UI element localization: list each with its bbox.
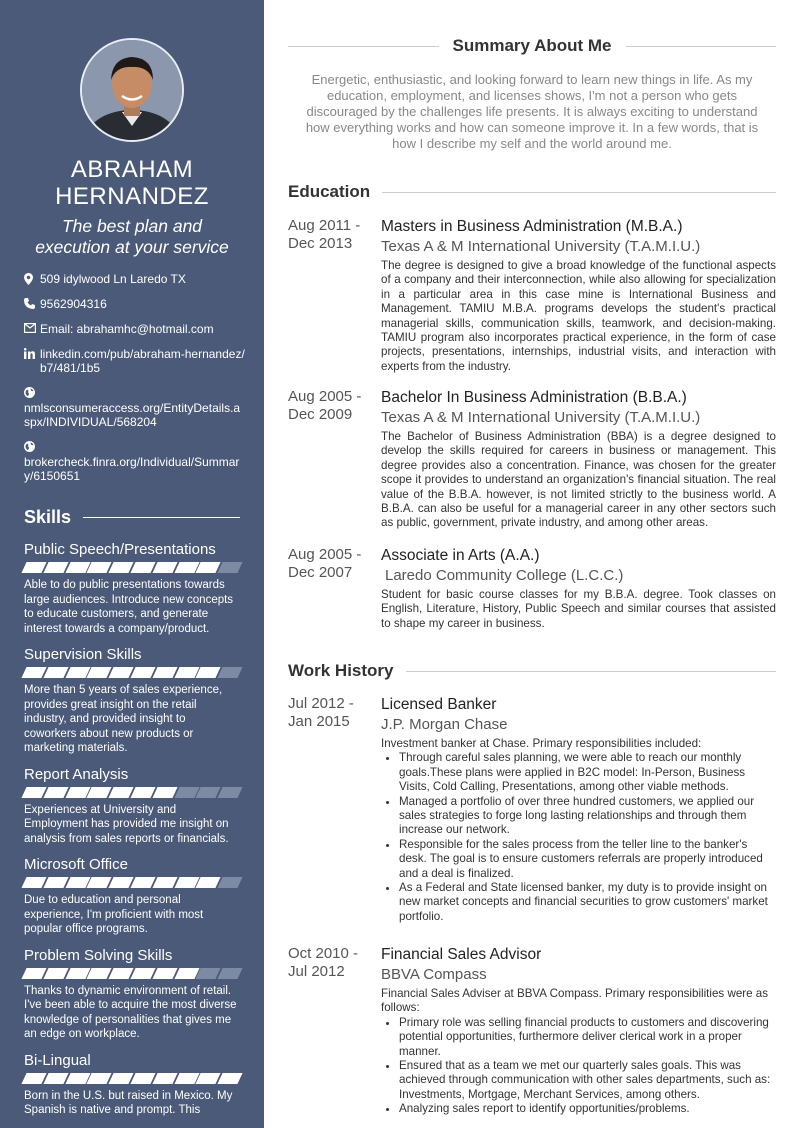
job-bullet: • Managed a portfolio of over three hundred customers, we applied our sales strategies to forge long lasting relationships and through them increase our network. bbox=[399, 795, 776, 838]
skill-name: Microsoft Office bbox=[24, 856, 128, 873]
entry-body bbox=[381, 546, 776, 631]
entry-date bbox=[288, 388, 381, 531]
skill-description: Able to do public presentations towards large audiences. Introduce new concepts to educate customers, and generate interest towards a company/product. bbox=[24, 579, 234, 635]
date-start: Aug 2005 - bbox=[288, 546, 362, 563]
summary-heading bbox=[288, 36, 776, 56]
summary-rule-right bbox=[626, 46, 777, 47]
date-start: Oct 2010 - bbox=[288, 945, 359, 962]
contact-website-2[interactable] bbox=[24, 440, 246, 483]
degree-title: Bachelor In Business Administration (B.B.A.) bbox=[381, 389, 687, 406]
job-bullet: • Through careful sales planning, we were able to reach our monthly goals.These plans were applied in B2C model: In-Person, Business Visits, Cold Calling, Presentations, among other viable methods. bbox=[399, 751, 776, 794]
skill-level-bar bbox=[24, 968, 240, 979]
skill-name: Public Speech/Presentations bbox=[24, 541, 216, 558]
skill-level-segment bbox=[109, 787, 134, 798]
skill-level-segment bbox=[21, 562, 46, 573]
education-entry bbox=[288, 546, 776, 631]
avatar bbox=[80, 38, 184, 142]
skill-level-segment bbox=[152, 562, 177, 573]
job-bullet: • Ensured that as a team we met our quarterly sales goals. This was achieved through communication with other sales departments, such as: Investments, Mortgage, Merchant Services, among others. bbox=[399, 1059, 776, 1102]
company-name: BBVA Compass bbox=[381, 966, 487, 983]
job-intro: Investment banker at Chase. Primary responsibilities included: bbox=[381, 737, 702, 750]
contact-address bbox=[24, 272, 246, 286]
entry-body bbox=[381, 388, 776, 531]
tagline-line-1: The best plan and bbox=[61, 216, 203, 236]
phone-icon bbox=[24, 297, 38, 309]
skill-level-segment bbox=[21, 787, 46, 798]
summary-rule-left bbox=[288, 46, 439, 47]
skill-level-segment bbox=[130, 877, 155, 888]
skill-level-bar bbox=[24, 877, 240, 888]
entry-description: Student for basic course classes for my B.B.A. degree. Took classes on English, Literature, History, Public Speech and similar courses that assisted to shape my career in business. bbox=[381, 588, 776, 630]
skill-level-segment bbox=[218, 667, 243, 678]
contact-email[interactable] bbox=[24, 322, 246, 336]
education-title: Education bbox=[288, 182, 371, 201]
skill-name: Problem Solving Skills bbox=[24, 946, 173, 964]
job-bullet: • Analyzing sales report to identify opportunities/problems. bbox=[399, 1102, 776, 1116]
skill-level-segment bbox=[130, 1073, 155, 1084]
skill-level-segment bbox=[218, 877, 243, 888]
skill-name: Bi-Lingual bbox=[24, 1051, 91, 1069]
school-name: Texas A & M International University (T.A.M.I.U.) bbox=[381, 409, 701, 426]
skill-level-segment bbox=[152, 1073, 177, 1084]
skill-level-segment bbox=[43, 968, 68, 979]
skill-level-segment bbox=[152, 968, 177, 979]
job-title: Licensed Banker bbox=[381, 696, 497, 713]
skill-level-segment bbox=[43, 877, 68, 888]
skill-level-segment bbox=[218, 562, 243, 573]
skill-level-segment bbox=[152, 877, 177, 888]
date-start: Aug 2011 - bbox=[288, 217, 361, 234]
skill-level-segment bbox=[43, 667, 68, 678]
school-name: Texas A & M International University (T.A.M.I.U.) bbox=[381, 238, 701, 255]
skill-level-bar bbox=[24, 787, 240, 798]
education-heading bbox=[288, 182, 776, 202]
skill-item bbox=[24, 856, 240, 937]
envelope-icon bbox=[24, 322, 38, 333]
skill-level-segment bbox=[109, 968, 134, 979]
job-bullet: • Primary role was selling financial products to customers and discovering potential opportunities, furthermore deliver clerical work in a proper manner. bbox=[399, 1016, 776, 1059]
work-entry bbox=[288, 945, 776, 1117]
skill-level-segment bbox=[130, 667, 155, 678]
skill-description: Thanks to dynamic environment of retail. I've been able to acquire the most diverse knowledge of personalities that gives me an edge on workplace. bbox=[24, 984, 237, 1040]
school-name: Laredo Community College (L.C.C.) bbox=[385, 567, 624, 584]
skill-description: Due to education and personal experience, I'm proficient with most popular office programs. bbox=[24, 894, 204, 935]
skill-level-bar bbox=[24, 667, 240, 678]
person-name bbox=[0, 156, 264, 210]
date-end: Dec 2009 bbox=[288, 406, 353, 423]
globe-icon bbox=[24, 386, 38, 398]
work-heading bbox=[288, 661, 776, 681]
tagline bbox=[14, 216, 250, 258]
name-line-2: HERNANDEZ bbox=[55, 183, 209, 210]
job-title: Financial Sales Advisor bbox=[381, 946, 542, 963]
skill-description: More than 5 years of sales experience, provides great insight on the retail industry, and provided insight to coworkers about new products or marketing materials. bbox=[24, 684, 223, 754]
date-start: Jul 2012 - bbox=[288, 695, 354, 712]
email-text[interactable]: Email: abrahamhc@hotmail.com bbox=[40, 322, 214, 336]
contact-phone bbox=[24, 297, 246, 311]
skill-level-bar bbox=[24, 562, 240, 573]
date-start: Aug 2005 - bbox=[288, 388, 362, 405]
entry-date bbox=[288, 695, 381, 924]
date-end: Jul 2012 bbox=[288, 963, 345, 980]
work-divider bbox=[406, 671, 777, 672]
linkedin-link[interactable]: linkedin.com/pub/abraham-hernandez/b7/481/1b5 bbox=[40, 347, 245, 375]
skill-level-segment bbox=[21, 877, 46, 888]
linkedin-icon bbox=[24, 347, 38, 359]
skill-description: Born in the U.S. but raised in Mexico. My Spanish is native and prompt. This bbox=[24, 1089, 233, 1116]
skills-title: Skills bbox=[24, 507, 72, 527]
skill-level-segment bbox=[130, 562, 155, 573]
entry-date bbox=[288, 217, 381, 374]
website-link-1[interactable]: nmlsconsumeraccess.org/EntityDetails.aspx/INDIVIDUAL/568204 bbox=[24, 401, 241, 429]
education-entry bbox=[288, 217, 776, 374]
summary-text: Energetic, enthusiastic, and looking forward to learn new things in life. As my education, employment, and licenses shows, I'm not a person who gets discouraged by the challenges life presents. It is always exciting to understand how everything works and how can someone improve it. In a few words, that is how I describe my self and the world around me. bbox=[305, 72, 759, 151]
education-divider bbox=[382, 192, 776, 193]
sidebar bbox=[0, 0, 264, 1128]
job-intro: Financial Sales Adviser at BBVA Compass. Primary responsibilities were as follows: bbox=[381, 987, 769, 1015]
work-section bbox=[288, 661, 776, 681]
address-text: 509 idylwood Ln Laredo TX bbox=[40, 272, 186, 286]
location-pin-icon bbox=[24, 272, 38, 285]
phone-text: 9562904316 bbox=[40, 297, 107, 311]
job-bullet: • As a Federal and State licensed banker, my duty is to provide insight on new market concepts and financial securities to grow customers' market portfolio. bbox=[399, 881, 776, 924]
skill-item bbox=[24, 1052, 240, 1118]
skill-level-segment bbox=[130, 787, 155, 798]
work-title: Work History bbox=[288, 661, 394, 680]
skills-divider bbox=[83, 517, 240, 518]
degree-title: Masters in Business Administration (M.B.A.) bbox=[381, 218, 683, 235]
date-end: Dec 2013 bbox=[288, 235, 353, 252]
education-section bbox=[288, 182, 776, 202]
skill-level-segment bbox=[21, 968, 46, 979]
degree-title: Associate in Arts (A.A.) bbox=[381, 547, 540, 564]
skill-name: Supervision Skills bbox=[24, 646, 142, 663]
skills-list bbox=[24, 541, 240, 1128]
skill-level-segment bbox=[218, 787, 243, 798]
skill-level-segment bbox=[43, 787, 68, 798]
contact-list bbox=[24, 272, 246, 491]
education-entry bbox=[288, 388, 776, 531]
job-bullets bbox=[381, 751, 776, 924]
skill-item bbox=[24, 646, 240, 756]
globe-icon bbox=[24, 440, 38, 452]
skill-item bbox=[24, 766, 240, 847]
entry-description: The Bachelor of Business Administration (BBA) is a degree designed to develop the skills required for careers in business or management. This degree provides also a concentration. Finance, was chosen for the greater scope it provides to understand an organization's financial situation. The real value of the B.B.A. however, is not limited strictly to the business world. A B.B.A. can also be useful for a managerial career in any other sectors such as public, government, private industry, and among other areas. bbox=[381, 430, 776, 530]
skill-item bbox=[24, 541, 240, 636]
contact-website-1[interactable] bbox=[24, 386, 246, 429]
skill-level-segment bbox=[21, 1073, 46, 1084]
skill-level-segment bbox=[152, 667, 177, 678]
skill-level-segment bbox=[21, 667, 46, 678]
job-bullets bbox=[381, 1016, 776, 1117]
skill-level-bar bbox=[24, 1073, 240, 1084]
tagline-line-2: execution at your service bbox=[35, 237, 229, 257]
skill-level-segment bbox=[109, 1073, 134, 1084]
summary-title: Summary About Me bbox=[452, 36, 612, 55]
work-entry bbox=[288, 695, 776, 924]
skill-level-segment bbox=[43, 1073, 68, 1084]
entry-body bbox=[381, 695, 776, 924]
entry-body bbox=[381, 945, 776, 1117]
entry-body bbox=[381, 217, 776, 374]
skill-level-segment bbox=[218, 1073, 243, 1084]
skill-level-segment bbox=[218, 968, 243, 979]
skill-level-segment bbox=[43, 562, 68, 573]
job-bullet: • Responsible for the sales process from the teller line to the banker's desk. The goal is to ensure customers referrals are properly introduced and a deal is finalized. bbox=[399, 838, 776, 881]
date-end: Dec 2007 bbox=[288, 564, 353, 581]
entry-description: The degree is designed to give a broad knowledge of the functional aspects of a company and their interconnection, while also allowing for specialization in a particular area in this case mine is International Business and Management. TAMIU M.B.A. programs develops the student's practical managerial skills, communication skills, teamwork, and decision-making. TAMIU program also incorporates practical experience, in the form of case projects, presentations, internships, industrial visits, and interaction with experts from the industry. bbox=[381, 259, 776, 373]
skill-name: Report Analysis bbox=[24, 765, 129, 783]
name-line-1: ABRAHAM bbox=[70, 156, 194, 183]
website-link-2[interactable]: brokercheck.finra.org/Individual/Summary/6150651 bbox=[24, 455, 240, 483]
skill-description: Experiences at University and Employment has provided me insight on analysis from sales reports or financials. bbox=[24, 803, 229, 845]
skill-level-segment bbox=[152, 787, 177, 798]
entry-date bbox=[288, 945, 381, 1117]
skill-level-segment bbox=[130, 968, 155, 979]
date-end: Jan 2015 bbox=[288, 713, 350, 730]
company-name: J.P. Morgan Chase bbox=[381, 716, 508, 733]
contact-linkedin[interactable] bbox=[24, 347, 246, 375]
skill-item bbox=[24, 947, 240, 1042]
skills-heading bbox=[24, 507, 240, 528]
entry-date bbox=[288, 546, 381, 631]
